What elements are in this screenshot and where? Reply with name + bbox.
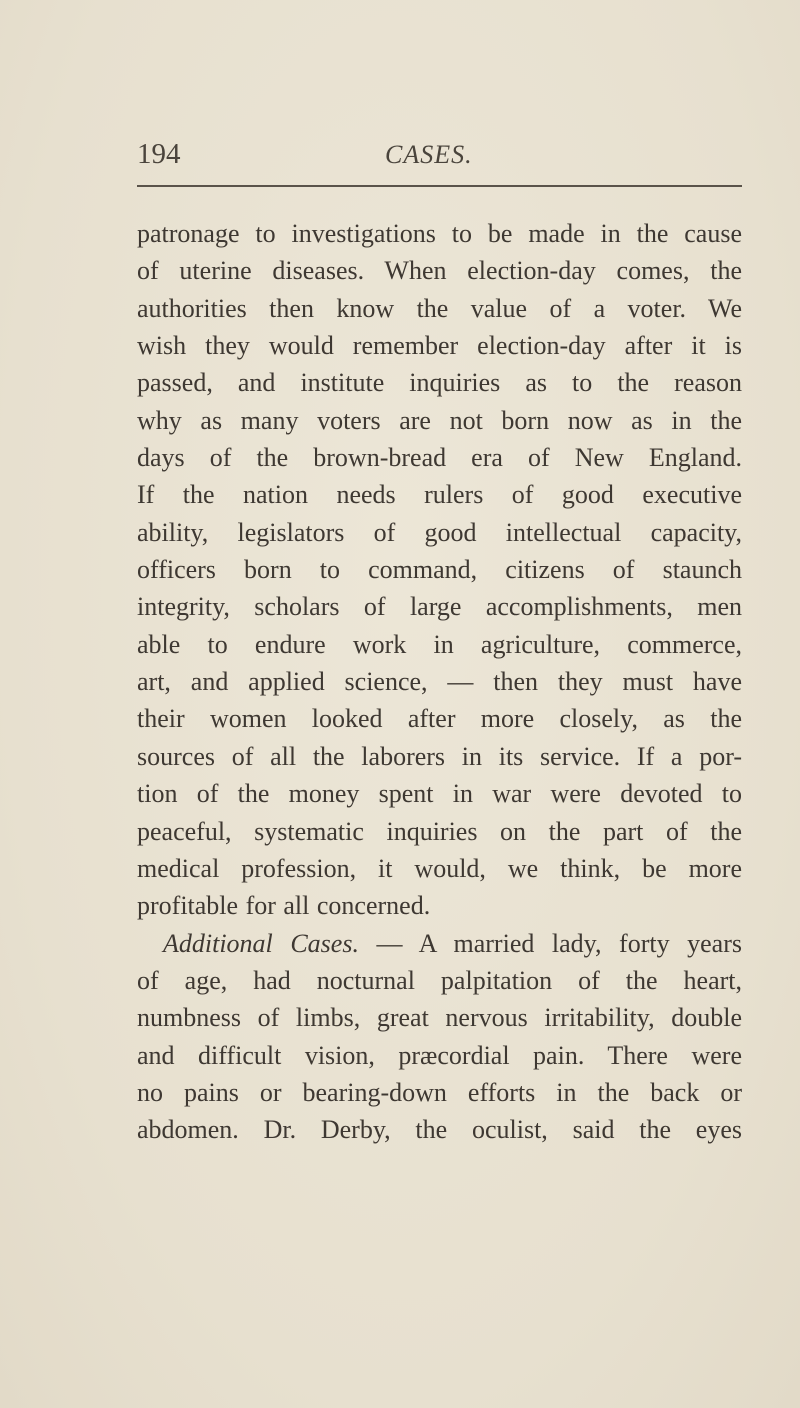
- body-text: [137, 215, 742, 1149]
- text-line: passed, and institute inquiries as to the reason: [137, 368, 742, 398]
- text-line: of uterine diseases. When election-day comes, the: [137, 256, 742, 286]
- running-head: CASES.: [385, 140, 473, 169]
- text-line: able to endure work in agriculture, commerce,: [137, 629, 742, 659]
- text-line: peaceful, systematic inquiries on the part of the: [137, 816, 742, 846]
- text-line: their women looked after more closely, as the: [137, 704, 742, 734]
- text-line: integrity, scholars of large accomplishments, men: [137, 592, 742, 622]
- text-line: art, and applied science, — then they must have: [137, 667, 742, 697]
- text-line: ability, legislators of good intellectual capacity,: [137, 517, 742, 547]
- text-line: profitable for all concerned.: [137, 891, 431, 921]
- text-line: medical profession, it would, we think, be more: [137, 853, 742, 883]
- text-line: If the nation needs rulers of good executive: [137, 480, 742, 510]
- page-number: 194: [137, 138, 181, 170]
- text-line: wish they would remember election-day after it is: [137, 331, 742, 361]
- section-first-line: [137, 925, 742, 962]
- header-rule: [137, 185, 742, 187]
- text-line: days of the brown-bread era of New England.: [137, 443, 742, 473]
- page-header: [137, 138, 742, 178]
- text-line: of age, had nocturnal palpitation of the heart,: [137, 965, 742, 995]
- text-line: numbness of limbs, great nervous irritability, double: [137, 1003, 742, 1033]
- section-first-line-text: — A married lady, forty years: [358, 928, 742, 958]
- text-line: sources of all the laborers in its service. If a por-: [137, 741, 742, 771]
- section-heading: Additional Cases.: [163, 928, 359, 958]
- text-line: patronage to investigations to be made in the cause: [137, 219, 742, 248]
- text-line: authorities then know the value of a voter. We: [137, 293, 742, 323]
- text-line: and difficult vision, præcordial pain. There were: [137, 1040, 742, 1070]
- text-line: abdomen. Dr. Derby, the oculist, said the eyes: [137, 1115, 742, 1145]
- text-line: no pains or bearing-down efforts in the back or: [137, 1077, 742, 1107]
- text-line: tion of the money spent in war were devoted to: [137, 779, 742, 809]
- text-line: why as many voters are not born now as in the: [137, 405, 742, 435]
- text-line: officers born to command, citizens of staunch: [137, 555, 742, 585]
